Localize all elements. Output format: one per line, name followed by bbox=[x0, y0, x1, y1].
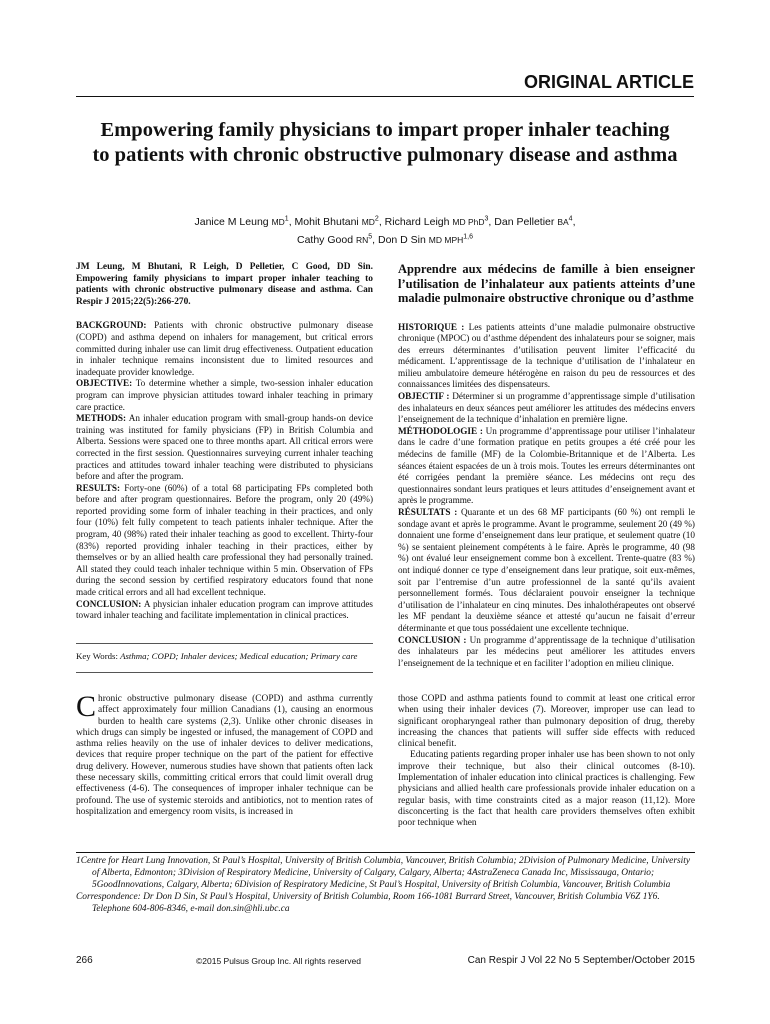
keywords-list: Asthma; COPD; Inhaler devices; Medical education; Primary care bbox=[120, 651, 358, 661]
body-text-left bbox=[76, 690, 373, 818]
abstract-background: BACKGROUND: Patients with chronic obstructive pulmonary disease (COPD) and asthma depend on inhalers for management, but critical errors committed during inhaler use can limit drug effectiveness. Outpatient education in inhaler technique remains inconsistent due to limited resources and inadequate provider knowledge. bbox=[76, 320, 373, 377]
french-abstract bbox=[398, 322, 695, 670]
abstract-objectif: OBJECTIF : Déterminer si un programme d’apprentissage simple d’utilisation des inhalateurs en deux séances peut améliorer les attitudes des médecins envers l’enseignement de la technique d’inhalation en première ligne. bbox=[398, 391, 695, 425]
author: Dan Pelletier $BA^4$, bbox=[494, 215, 576, 228]
english-abstract-column bbox=[76, 262, 373, 622]
author: Don D Sin MD MPH$^{1,6}$ bbox=[378, 233, 473, 246]
author: Janice M Leung $MD^1$, bbox=[194, 215, 295, 228]
keywords bbox=[76, 643, 373, 673]
body-paragraph: Educating patients regarding proper inhaler use has been shown to not only improve their technique, but also their clinical outcomes (8-10). Implementation of inhaler education into clinical practices is challenging. Few physicians and allied health care professionals provide inhaler education on a regular basis, with time constraints cited as a major reason (11,12). More disconcerting is the fact that health care providers themselves often exhibit poor technique when bbox=[398, 750, 695, 829]
french-abstract-column bbox=[398, 262, 695, 669]
abstract-historique: HISTORIQUE : Les patients atteints d’une maladie pulmonaire obstructive chronique (MPOC) ou d’asthme dépendent des inhalateurs pour se soigner, mais des erreurs déterminantes d’utilisation peuvent limiter l’efficacité du médicament. L’apprentissage de la technique d’utilisation de l’inhalateur en milieu ambulatoire demeure hétérogène en raison du peu de ressources et des connaissances limitées des dispensateurs. bbox=[398, 321, 695, 390]
body-paragraph: those COPD and asthma patients found to commit at least one critical error when using their inhaler devices (7). Moreover, improper use can lead to significant oropharyngeal rather than pulmonary deposition of drug, thereby increasing the chances that patients will suffer side effects with reduced clinical benefit. bbox=[398, 694, 695, 750]
correspondence: Correspondence: Dr Don D Sin, St Paul’s Hospital, University of British Columbia, Room 166-1081 Burrard Street, Vancouver, British Columbia V6Z 1Y6. Telephone 604-806-8346, e-mail don.sin@hli.ubc.ca bbox=[76, 892, 660, 915]
footnote-divider bbox=[76, 852, 695, 853]
citation: JM Leung, M Bhutani, R Leigh, D Pelletier, C Good, DD Sin. Empowering family physicians to impart proper inhaler teaching to patients with chronic obstructive pulmonary disease and asthma. Can Respir J 2015;22(5):266-270. bbox=[76, 262, 373, 307]
author-list bbox=[120, 211, 650, 248]
author: Richard Leigh MD PhD$^3$, bbox=[384, 215, 495, 228]
abstract-resultats: RÉSULTATS : Quarante et un des 68 MF participants (60 %) ont rempli le sondage avant et après le programme. Avant le programme, seulement 20 (49 %) donnaient une forme d’enseignement dans leur pratique, et seulement quatre (10 %) se sentaient pleinement compétents à le faire. Après le programme, 40 (98 %) ont évalué leur enseignement comme bon à excellent. Trente-quatre (83 %) ont indiqué donner ce type d’enseignement dans leur pratique, soit eux-mêmes, soit par l’entremise d’un autre professionnel de la santé qu’ils avaient personnellement formés. Tous déclaraient pouvoir enseigner la technique d’utilisation de l’inhalateur en cinq minutes. Des inhalothérapeutes ont observé les MF pendant la deuxième séance et attesté qu’aucun ne faisait d’erreur déterminante et que tous possédaient une excellente technique. bbox=[398, 507, 695, 633]
keywords-label: Key Words: bbox=[76, 651, 118, 661]
french-title: Apprendre aux médecins de famille à bien enseigner l’utilisation de l’inhalateur aux patients atteints d’une maladie pulmonaire obstructive chronique ou d’asthme bbox=[398, 262, 695, 305]
footnotes bbox=[76, 856, 695, 917]
abstract-conclusion-fr: CONCLUSION : Un programme d’apprentissage de la technique d’utilisation des inhalateurs par les médecins peut améliorer les attitudes envers l’enseignement de la technique et en faciliter l’adoption en milieu clinique. bbox=[398, 634, 695, 668]
abstract-results: RESULTS: Forty-one (60%) of a total 68 participating FPs completed both before and after program questionnaires. Before the program, only 20 (49%) reported providing some form of inhaler teaching in their practices, and only four (10%) felt fully competent to teach patients inhaler technique. After the program, 40 (98%) rated their inhaler teaching as good to excellent. Thirty-four (83%) reported providing inhaler teaching in their practices, either by themselves or by an allied health care professional they had personally trained. All stated they could teach inhaler technique within 5 min. Observation of FPs during the second session by certified respiratory educators found that none made critical errors and all had excellent technique. bbox=[76, 482, 373, 598]
article-title: Empowering family physicians to impart proper inhaler teaching to patients with chronic obstructive pulmonary disease and asthma bbox=[92, 119, 678, 166]
copyright: ©2015 Pulsus Group Inc. All rights reserved bbox=[196, 956, 362, 966]
section-label: ORIGINAL ARTICLE bbox=[76, 72, 694, 97]
body-text-right bbox=[398, 694, 695, 830]
abstract-methods: METHODS: An inhaler education program with small-group hands-on device training was instituted for family physicians (FP) in British Columbia and Alberta. Sessions were spaced one to three months apart. All critical errors were corrected in the first session. Questionnaires surveying current inhaler teaching practices and attitudes toward inhaler teaching were distributed to physicians before and after the program. bbox=[76, 413, 373, 482]
drop-cap: C bbox=[76, 690, 97, 723]
abstract-conclusion: CONCLUSION: A physician inhaler education program can improve attitudes toward inhaler teaching and facilitate implementation in clinical practices. bbox=[76, 598, 373, 621]
journal-citation: Can Respir J Vol 22 No 5 September/October 2015 bbox=[467, 955, 695, 966]
abstract-methodologie: MÉTHODOLOGIE : Un programme d’apprentissage pour utiliser l’inhalateur dans le cadre d’une formation pratique en petits groupes a été créé pour les médecins de famille (MF) de la Colombie-Britannique et de l’Alberta. Les séances étaient espacées de un à trois mois. Toutes les erreurs déterminantes ont été corrigées pendant la première séance. Les médecins ont reçu des questionnaires sondant leurs pratiques et leurs attitudes d’enseignement avant et après le programme. bbox=[398, 425, 696, 506]
page-number: 266 bbox=[76, 955, 93, 966]
affiliations: 1Centre for Heart Lung Innovation, St Paul’s Hospital, University of British Columbia, Vancouver, British Columbia; 2Division of Pulmonary Medicine, University of Alberta, Edmonton; 3Division of Respiratory Medicine, University of Calgary, Calgary, Alberta; 4AstraZeneca Canada Inc, Mississauga, Ontario; 5GoodInnovations, Calgary, Alberta; 6Division of Respiratory Medicine, St Paul’s Hospital, University of British Columbia, Vancouver, British Columbia bbox=[76, 856, 691, 890]
abstract-objective: OBJECTIVE: To determine whether a simple, two-session inhaler education program can improve physician attitudes toward inhaler teaching in primary care practice. bbox=[76, 378, 373, 412]
author: Cathy Good $RN^5$, bbox=[297, 233, 378, 246]
english-abstract bbox=[76, 320, 373, 621]
body-paragraph: hronic obstructive pulmonary disease (COPD) and asthma currently affect approximately four million Canadians (1), causing an enormous burden to health care systems (2,3). Unlike other chronic diseases in which drugs can simply be ingested or infused, the management of COPD and asthma relies heavily on the use of inhaler devices to deliver medications, devices that require proper technique on the part of the patient for effective drug delivery. However, numerous studies have shown that patients often lack these necessary skills, committing critical errors that could limit overall drug effectiveness (4-6). The consequences of improper inhaler technique can be profound. The use of systemic steroids and antibiotics, not to mention rates of hospitalization and emergency room visits, is increased in bbox=[76, 694, 373, 817]
author: Mohit Bhutani $MD^2$, bbox=[294, 215, 385, 228]
